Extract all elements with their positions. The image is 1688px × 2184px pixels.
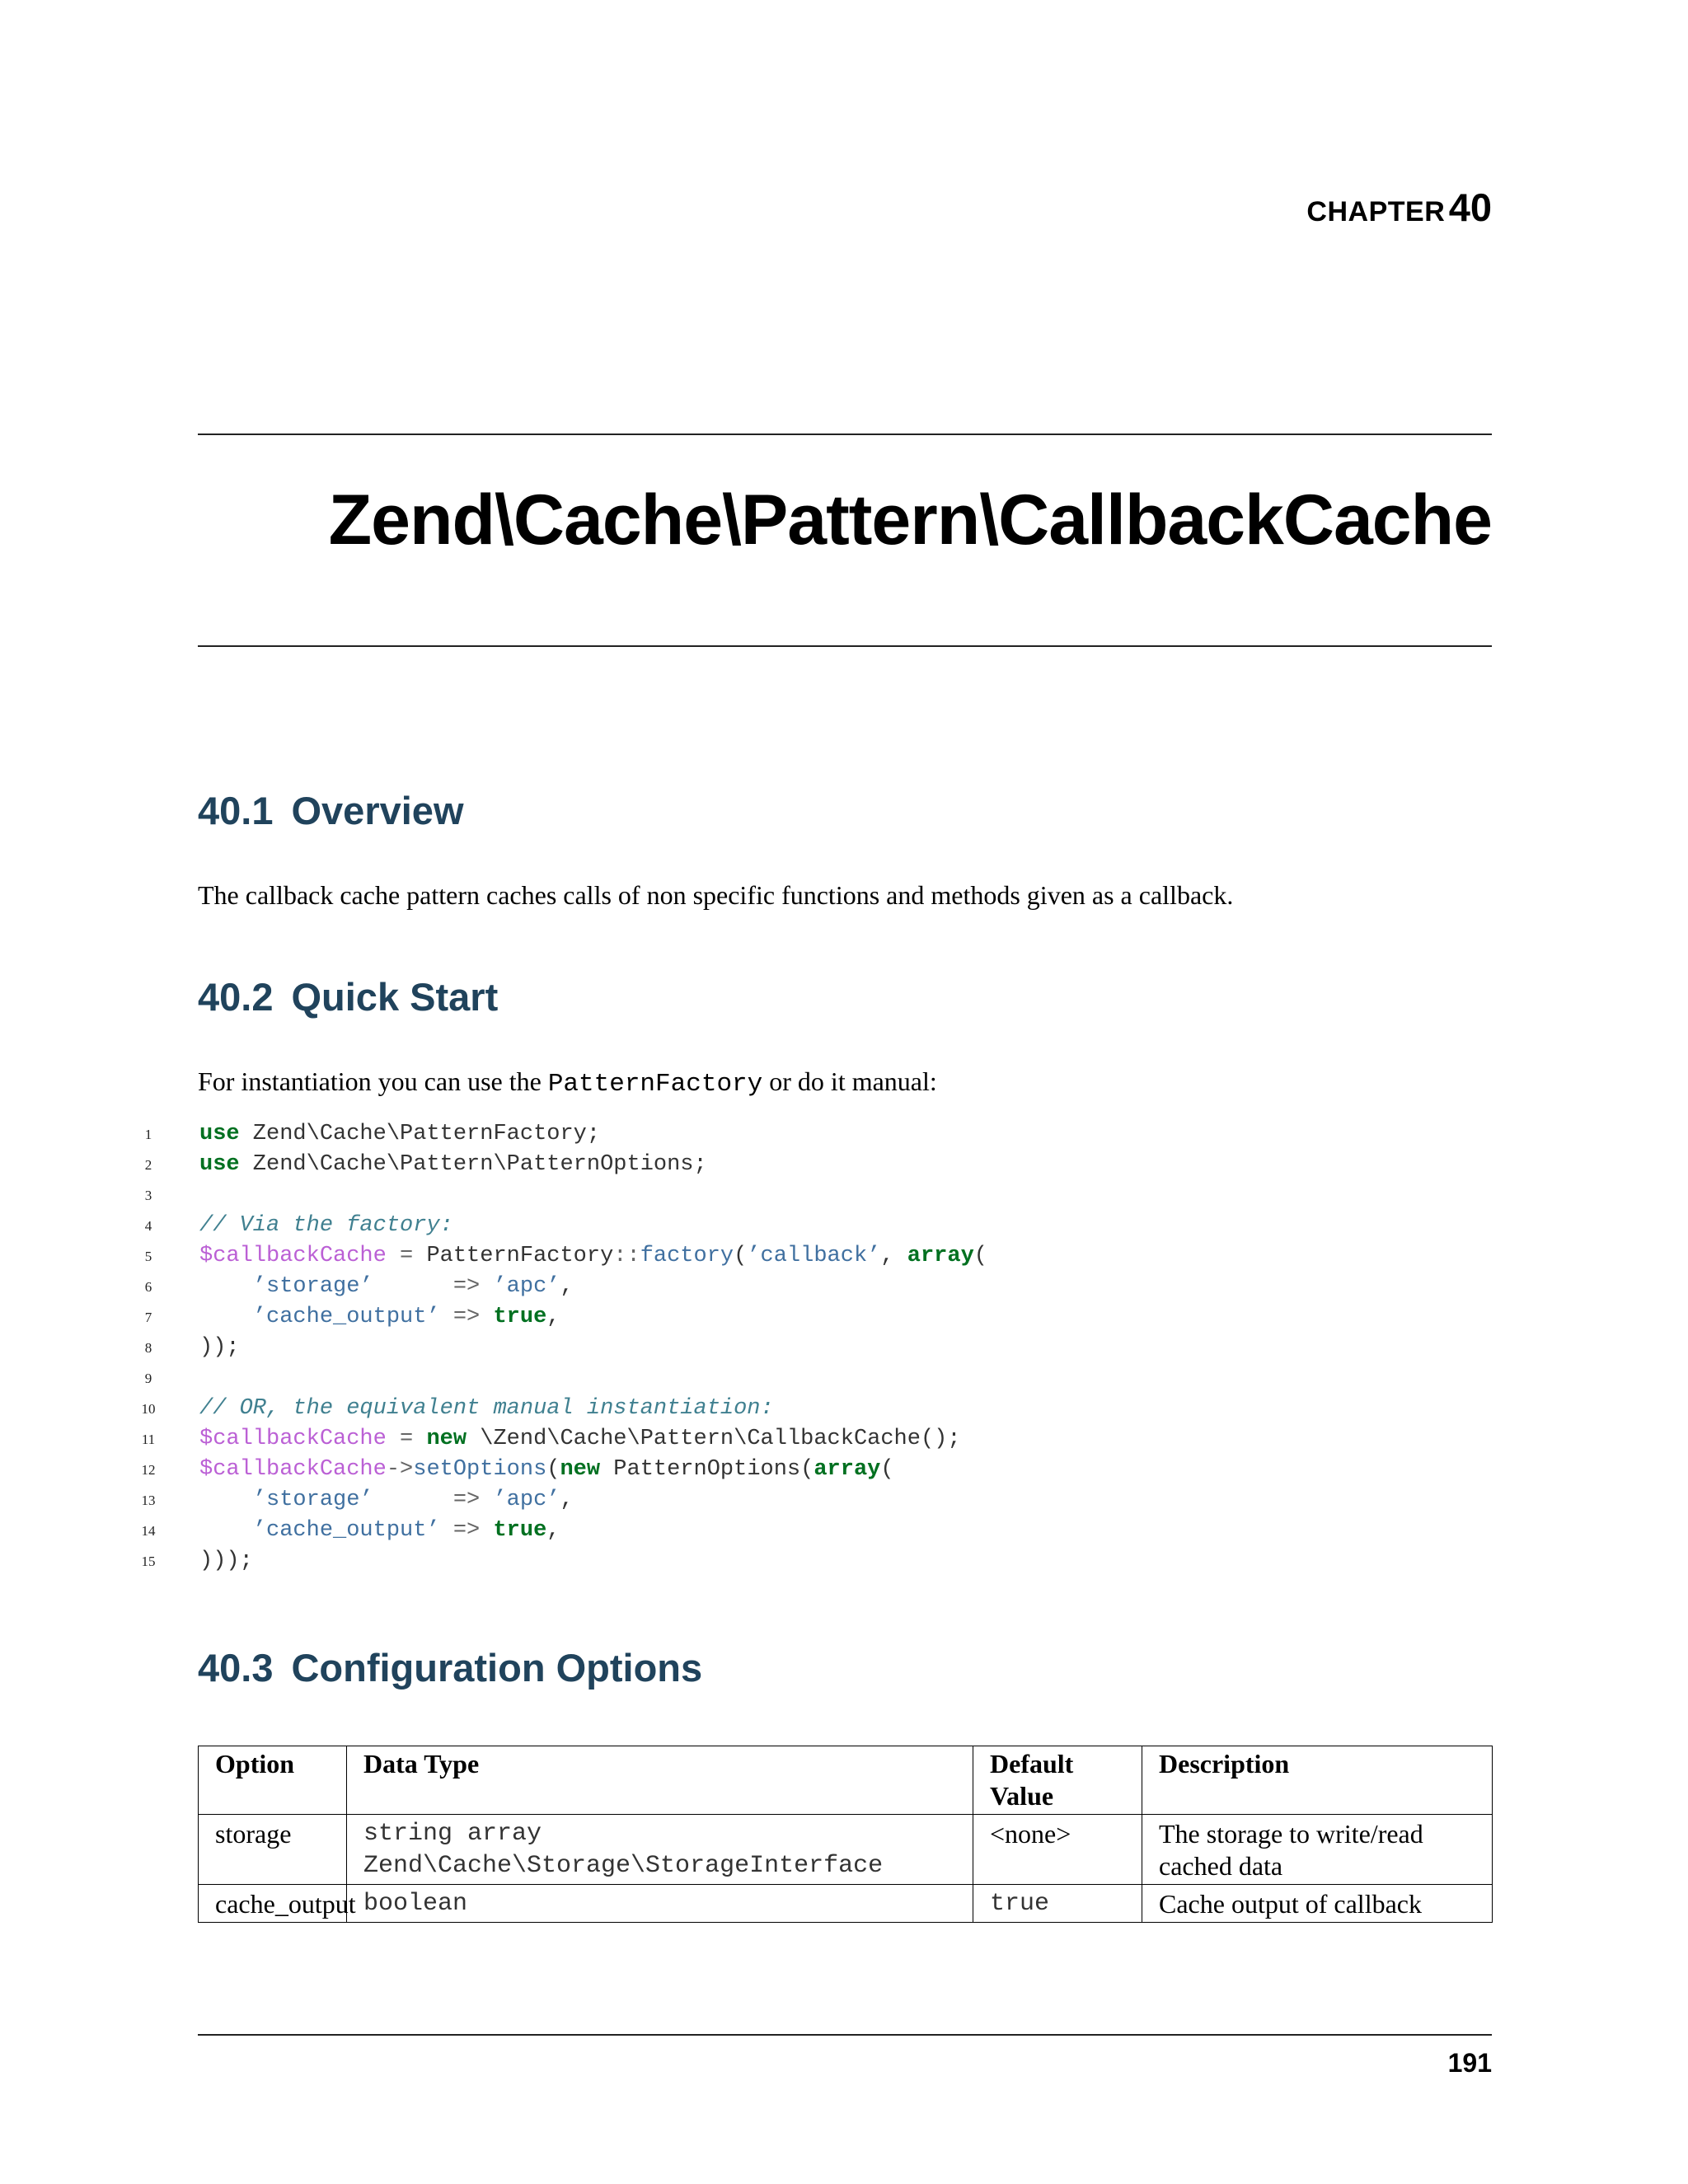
cell-description: Cache output of callback [1142, 1885, 1493, 1923]
code-token: ( [880, 1457, 894, 1482]
table-header-row [199, 1746, 1493, 1815]
footer-rule [198, 2034, 1492, 2036]
code-token: true [493, 1305, 547, 1329]
code-token [480, 1488, 493, 1512]
header-default-value: Default Value [973, 1746, 1142, 1815]
line-number: 13 [141, 1493, 156, 1508]
table-row [199, 1885, 1493, 1923]
code-source [199, 1516, 560, 1546]
code-token: $callbackCache [199, 1427, 387, 1451]
code-token: , [880, 1244, 907, 1268]
title-top-rule [198, 434, 1492, 435]
cell-default: <none> [973, 1815, 1142, 1885]
code-token [480, 1305, 493, 1329]
code-token: => [452, 1305, 481, 1329]
cell-option: storage [199, 1815, 347, 1885]
code-token: ( [546, 1457, 560, 1482]
page-title: Zend\Cache\Pattern\CallbackCache [328, 480, 1492, 560]
inline-code: PatternFactory [547, 1070, 763, 1099]
chapter-word: CHAPTER [1306, 196, 1446, 227]
cell-data-type [347, 1815, 973, 1885]
quick-start-paragraph [198, 1068, 937, 1097]
line-number: 9 [144, 1371, 152, 1386]
code-line [132, 1424, 1492, 1455]
cell-option: cache_output [199, 1885, 347, 1923]
section-title: Overview [291, 789, 464, 832]
code-token: new [426, 1427, 467, 1451]
section-heading-configuration-options [198, 1646, 703, 1690]
code-token [440, 1305, 453, 1329]
data-type-line: string array [363, 1820, 542, 1848]
table-row [199, 1815, 1493, 1885]
header-option: Option [199, 1746, 347, 1815]
header-data-type: Data Type [347, 1746, 973, 1815]
code-token: ’storage’ [252, 1488, 373, 1512]
code-token: :: [613, 1244, 640, 1268]
code-token: Zend\Cache\PatternFactory; [239, 1122, 601, 1146]
code-token: )); [199, 1335, 240, 1360]
code-token: PatternOptions( [600, 1457, 814, 1482]
code-token: => [452, 1518, 481, 1543]
code-source [199, 1455, 894, 1485]
line-number: 7 [144, 1310, 152, 1325]
line-number: 12 [141, 1462, 156, 1478]
line-number: 3 [144, 1188, 152, 1203]
code-token [199, 1305, 253, 1329]
code-line [132, 1546, 1492, 1577]
code-token [440, 1518, 453, 1543]
code-line [132, 1516, 1492, 1546]
page-number: 191 [1447, 2048, 1492, 2078]
code-token [373, 1488, 453, 1512]
line-number: 2 [144, 1157, 152, 1173]
code-token: , [560, 1274, 574, 1299]
cell-description: The storage to write/read cached data [1142, 1815, 1493, 1885]
line-number: 6 [144, 1279, 152, 1295]
section-title: Quick Start [291, 975, 499, 1019]
code-source [199, 1302, 560, 1333]
options-table [198, 1746, 1493, 1923]
chapter-label [1306, 185, 1492, 229]
line-number: 15 [141, 1554, 156, 1569]
code-token: \Zend\Cache\Pattern\CallbackCache(); [467, 1427, 961, 1451]
code-source [199, 1394, 774, 1424]
code-token: factory [640, 1244, 734, 1268]
line-number: 8 [144, 1340, 152, 1356]
code-line [132, 1333, 1492, 1363]
code-line [132, 1394, 1492, 1424]
header-description: Description [1142, 1746, 1493, 1815]
code-token [199, 1488, 253, 1512]
code-source [199, 1119, 600, 1150]
code-token: = [386, 1244, 427, 1268]
code-token: ( [973, 1244, 987, 1268]
code-token: // OR, the equivalent manual instantiation: [199, 1396, 774, 1421]
section-heading-quick-start [198, 975, 499, 1019]
code-token: ))); [199, 1549, 253, 1573]
code-token: => [452, 1488, 481, 1512]
code-token: ’apc’ [493, 1274, 560, 1299]
code-block [132, 1119, 1492, 1577]
cell-data-type [347, 1885, 973, 1923]
code-token: array [907, 1244, 974, 1268]
code-source [199, 1241, 987, 1272]
code-source [199, 1333, 240, 1363]
code-line [132, 1211, 1492, 1241]
code-token: ’apc’ [493, 1488, 560, 1512]
code-line [132, 1455, 1492, 1485]
code-token: => [452, 1274, 481, 1299]
section-title: Configuration Options [291, 1646, 703, 1690]
chapter-number: 40 [1448, 185, 1492, 229]
code-source [199, 1485, 574, 1516]
code-token: ’storage’ [252, 1274, 373, 1299]
code-token: $callbackCache [199, 1244, 387, 1268]
code-token: -> [386, 1457, 414, 1482]
data-type-line: Zend\Cache\Storage\StorageInterface [363, 1852, 884, 1880]
code-token: PatternFactory [426, 1244, 614, 1268]
code-token: = [386, 1427, 427, 1451]
data-type-line: boolean [363, 1890, 468, 1918]
code-token [480, 1518, 493, 1543]
line-number: 11 [141, 1432, 156, 1447]
code-token [480, 1274, 493, 1299]
code-source [199, 1424, 961, 1455]
code-token [199, 1518, 253, 1543]
section-number: 40.3 [198, 1646, 274, 1690]
section-number: 40.1 [198, 789, 274, 832]
section-number: 40.2 [198, 975, 274, 1019]
code-source [199, 1546, 253, 1577]
code-token: , [560, 1488, 574, 1512]
code-token: use [199, 1152, 240, 1177]
code-token: Zend\Cache\Pattern\PatternOptions; [239, 1152, 707, 1177]
code-token: setOptions [413, 1457, 547, 1482]
paragraph-text: or do it manual: [762, 1066, 937, 1096]
code-token: , [546, 1305, 560, 1329]
cell-default: true [973, 1885, 1142, 1923]
code-token: ’cache_output’ [252, 1305, 440, 1329]
code-token [373, 1274, 453, 1299]
title-bottom-rule [198, 645, 1492, 647]
code-line [132, 1485, 1492, 1516]
code-token: new [560, 1457, 601, 1482]
code-token [199, 1274, 253, 1299]
code-token: array [814, 1457, 881, 1482]
line-number: 4 [144, 1218, 152, 1234]
code-line [132, 1272, 1492, 1302]
code-line [132, 1302, 1492, 1333]
code-line [132, 1363, 1492, 1394]
code-line [132, 1241, 1492, 1272]
line-number: 5 [144, 1249, 152, 1264]
line-number: 1 [144, 1127, 152, 1142]
code-token: use [199, 1122, 240, 1146]
code-source [199, 1272, 574, 1302]
section-heading-overview [198, 791, 464, 830]
line-number: 10 [141, 1401, 156, 1417]
code-token: ’cache_output’ [252, 1518, 440, 1543]
code-line [132, 1119, 1492, 1150]
code-line [132, 1180, 1492, 1211]
code-source [199, 1150, 707, 1180]
code-token: // Via the factory: [199, 1213, 453, 1238]
code-token: ( [734, 1244, 748, 1268]
code-token: , [546, 1518, 560, 1543]
paragraph-text: For instantiation you can use the [198, 1066, 548, 1096]
code-line [132, 1150, 1492, 1180]
code-token: ’callback’ [747, 1244, 881, 1268]
code-source [199, 1211, 453, 1241]
code-token: $callbackCache [199, 1457, 387, 1482]
line-number: 14 [141, 1523, 156, 1539]
overview-paragraph: The callback cache pattern caches calls of non specific functions and methods given as a callback. [198, 880, 1234, 910]
code-token: true [493, 1518, 547, 1543]
